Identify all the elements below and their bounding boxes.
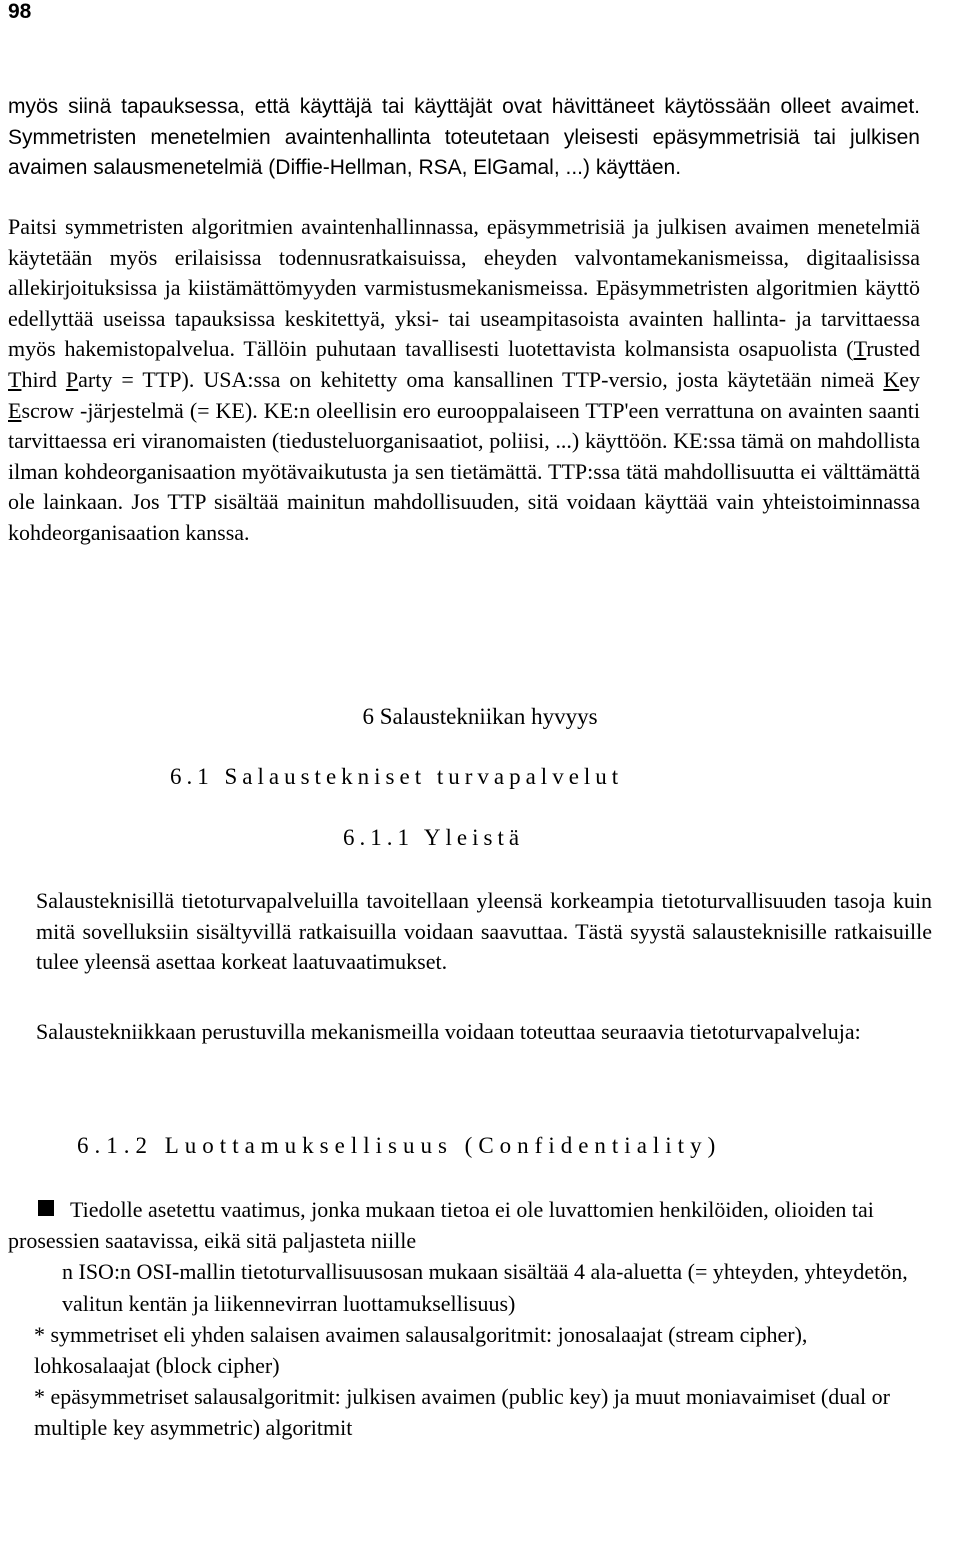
list-item-text: Tiedolle asetettu vaatimus, jonka mukaan tietoa ei ole luvattomien henkilöiden, olioiden tai prosessien saatavissa, eikä sitä paljasteta niille xyxy=(8,1197,874,1254)
list-item xyxy=(8,1319,920,1381)
paragraph-a-text-2: rusted xyxy=(866,336,920,362)
paragraph-a-text-4: arty = TTP). USA:ssa on kehitetty oma kansallinen TTP-versio, josta käytetään nimeä xyxy=(78,366,884,392)
paragraph-general: Salausteknisillä tietoturvapalveluilla tavoitellaan yleensä korkeampia tietoturvallisuuden tasoja kuin mitä sovelluksiin sisältyvillä ratkaisuilla voidaan saavuttaa. Tästä syystä salausteknisille ratkaisuille tulee yleensä asettaa korkeat laatuvaatimukset. xyxy=(36,888,932,975)
intro-text: myös siinä tapauksessa, että käyttäjä tai käyttäjät ovat hävittäneet käytössään olleet avaimet. Symmetristen menetelmien avaintenhallinta toteutetaan yleisesti epäsymmetrisiä tai julkisen avaimen salausmenetelmiä (Diffie-Hellman, RSA, ElGamal, ...) käyttäen. xyxy=(8,95,920,180)
paragraph-a-text-1: Paitsi symmetristen algoritmien avaintenhallinnassa, epäsymmetrisiä ja julkisen avaimen menetelmiä käytetään myös erilaisissa todennusratkaisuissa, eheyden valvontamekanismeissa, digitaalisissa allekirjoituksissa ja kiistämättömyyden varmistusmekanismeissa. Epäsymmetristen algoritmien käyttö edellyttää useissa tapauksissa keskitettyä, yksi- tai useampitasoista avainten hallinta- ja tarvittaessa myös hakemistopalvelua. Tällöin puhutaan tavallisesti luotettavista kolmansista osapuolista ( xyxy=(8,214,920,362)
underlined-letter-p: P xyxy=(65,366,79,392)
underlined-letter-t: T xyxy=(853,336,867,362)
underlined-letter-th: T xyxy=(8,366,22,392)
subsection-heading: 6.1.1 Yleistä xyxy=(343,825,525,850)
square-bullet-icon xyxy=(38,1200,54,1216)
intro-paragraph xyxy=(8,92,920,184)
list-item xyxy=(8,1381,920,1443)
subsection-heading-confidentiality: 6.1.2 Luottamuksellisuus (Confidentiality) xyxy=(77,1133,722,1158)
paragraph-a-text-5: ey xyxy=(899,366,920,392)
confidentiality-list xyxy=(8,1194,920,1444)
underlined-letter-e: E xyxy=(8,397,22,423)
underlined-letter-k: K xyxy=(883,366,900,392)
paragraph-services: Salaustekniikkaan perustuvilla mekanismeilla voidaan toteuttaa seuraavia tietoturvapalveluja: xyxy=(36,1019,861,1044)
list-item xyxy=(8,1256,920,1318)
list-item-text: * symmetriset eli yhden salaisen avaimen salausalgoritmit: jonosalaajat (stream cipher), lohkosalaajat (block cipher) xyxy=(34,1321,808,1379)
list-item-text: * epäsymmetriset salausalgoritmit: julkisen avaimen (public key) ja muut moniavaimiset (dual or multiple key asymmetric) algoritmit xyxy=(34,1384,890,1441)
page-number: 98 xyxy=(8,0,32,23)
list-item-text: n ISO:n OSI-mallin tietoturvallisuusosan mukaan sisältää 4 ala-aluetta (= yhteyden, yhteydetön, valitun kentän ja liikennevirran luottamuksellisuus) xyxy=(62,1259,908,1316)
paragraph-key-management xyxy=(8,212,920,549)
paragraph-a-text-6: scrow -järjestelmä (= KE). KE:n oleellisin ero eurooppalaiseen TTP'een verrattuna on avainten saanti tarvittaessa eri viranomaisten (tiedusteluorganisaatiot, poliisi, ...) käyttöön. KE:ssa tämä on mahdollista ilman kohdeorganisaation myötävaikutusta ja sen tietämättä. TTP:ssa tätä mahdollisuutta ei välttämättä ole lainkaan. Jos TTP sisältää mainitun mahdollisuuden, sitä voidaan käyttää vain yhteistoiminnassa kohdeorganisaation kanssa. xyxy=(8,397,920,545)
chapter-heading: 6 Salaustekniikan hyvyys xyxy=(362,704,598,729)
list-item xyxy=(8,1194,920,1256)
section-heading: 6.1 Salaustekniset turvapalvelut xyxy=(170,764,624,789)
paragraph-a-text-3: hird xyxy=(21,366,66,392)
